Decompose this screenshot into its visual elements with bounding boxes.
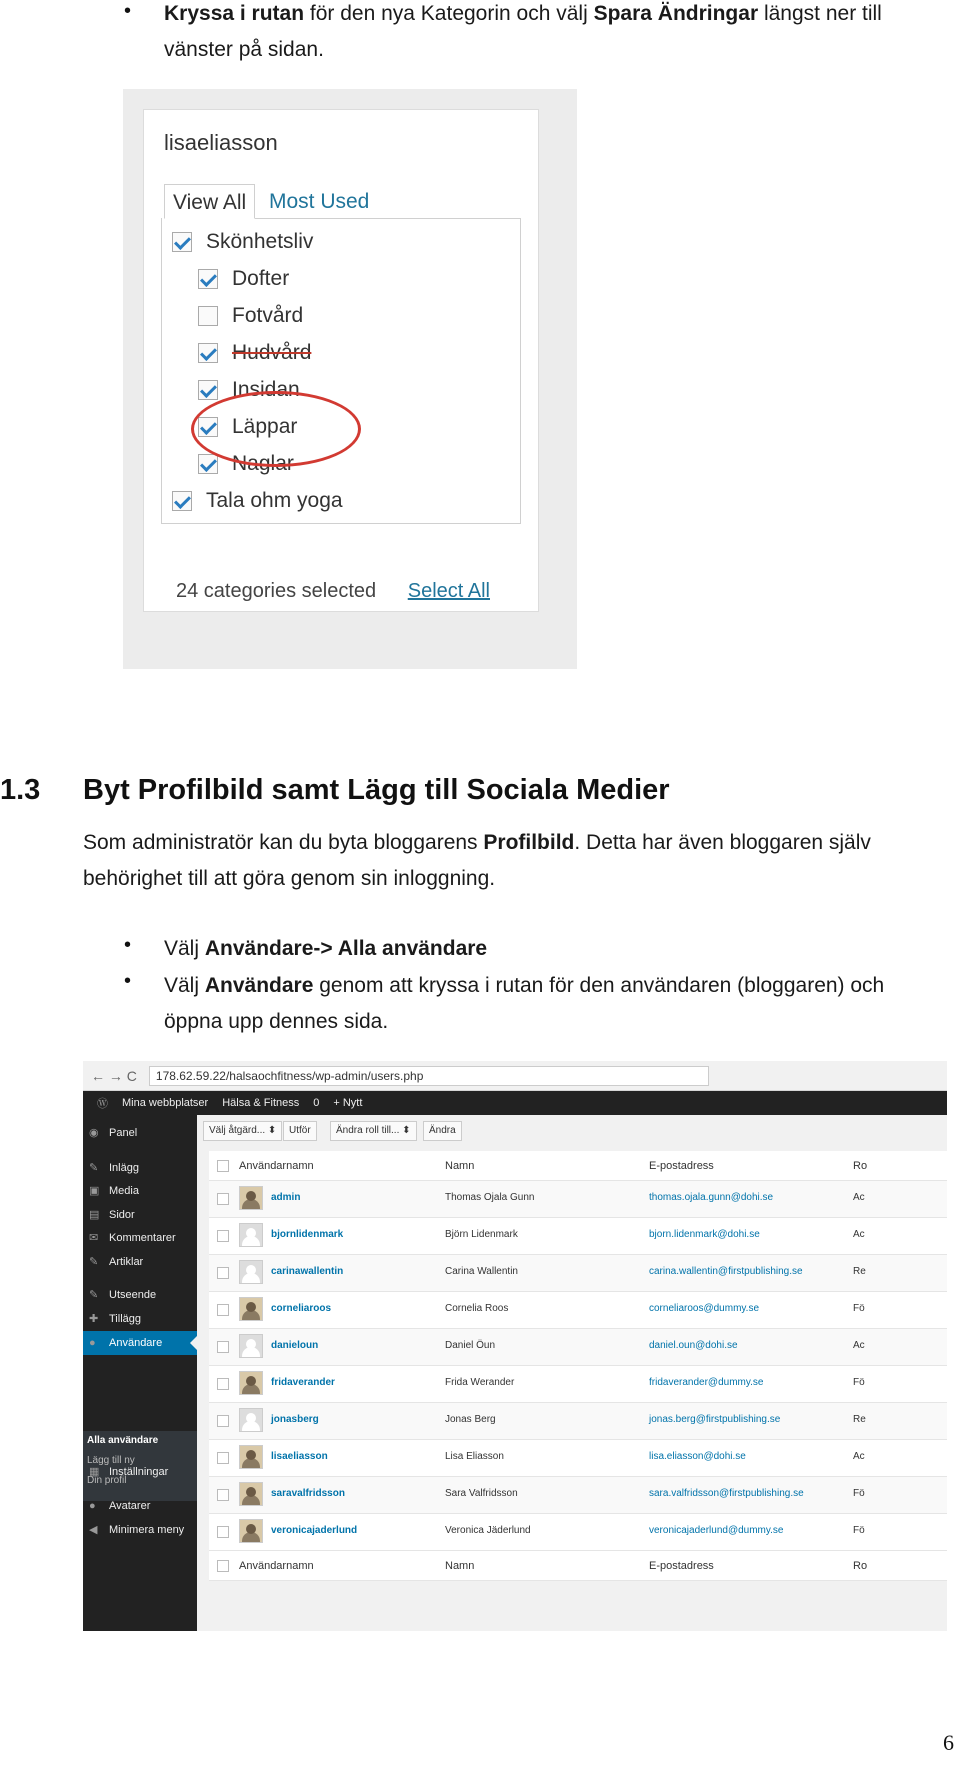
column-header[interactable]: E-postadress [649, 1160, 714, 1172]
users-content [197, 1115, 947, 1631]
menu-item[interactable] [83, 1156, 197, 1180]
full-name: Frida Werander [445, 1377, 515, 1388]
username-link[interactable]: jonasberg [271, 1414, 319, 1425]
avatar [239, 1260, 263, 1284]
full-name: Thomas Ojala Gunn [445, 1192, 535, 1203]
category-label: Tala ohm yoga [206, 489, 343, 512]
table-row [209, 1292, 947, 1329]
menu-icon: ● [89, 1500, 96, 1512]
column-header[interactable]: Användarnamn [239, 1160, 314, 1172]
table-row [209, 1366, 947, 1403]
apply-button[interactable]: Utför [283, 1121, 317, 1141]
menu-icon: ▤ [89, 1209, 100, 1221]
menu-icon: ◀ [89, 1524, 98, 1536]
menu-icon: ▦ [89, 1466, 100, 1478]
row-checkbox[interactable] [217, 1526, 229, 1538]
address-bar[interactable]: 178.62.59.22/halsaochfitness/wp-admin/users.php [149, 1066, 709, 1086]
menu-icon: ✎ [89, 1289, 99, 1301]
avatar [239, 1445, 263, 1469]
menu-item[interactable] [83, 1307, 197, 1331]
menu-label: Sidor [109, 1209, 135, 1221]
column-header[interactable]: Användarnamn [239, 1560, 314, 1572]
category-checkbox[interactable] [198, 306, 218, 326]
row-checkbox[interactable] [217, 1415, 229, 1427]
menu-label: Media [109, 1185, 139, 1197]
list-item-2 [164, 967, 884, 1004]
menu-icon: ✚ [89, 1313, 99, 1325]
full-name: Daniel Öun [445, 1340, 496, 1351]
column-header[interactable]: Ro [853, 1160, 868, 1172]
section-paragraph-line-1 [83, 824, 871, 861]
category-label: Insidan [232, 378, 300, 401]
browser-bar [83, 1061, 947, 1091]
full-name: Jonas Berg [445, 1414, 496, 1425]
category-label: Fotvård [232, 304, 304, 327]
category-checkbox[interactable] [198, 380, 218, 400]
menu-item[interactable] [83, 1518, 197, 1542]
role-text: Ac [853, 1340, 865, 1351]
role-text: Fö [853, 1303, 865, 1314]
list-item-2-line-2: öppna upp dennes sida. [164, 1010, 389, 1033]
avatar [239, 1223, 263, 1247]
category-item[interactable] [172, 230, 313, 254]
admin-bar-new[interactable]: + Nytt [333, 1097, 363, 1109]
change-role-select[interactable]: Ändra roll till... ⬍ [330, 1121, 417, 1141]
bullet: • [124, 934, 132, 956]
menu-label: Användare [109, 1337, 163, 1349]
menu-label: Avatarer [109, 1500, 151, 1512]
category-checkbox[interactable] [198, 454, 218, 474]
column-header[interactable]: Namn [445, 1160, 475, 1172]
email-link[interactable]: fridaverander@dummy.se [649, 1377, 764, 1388]
table-row [209, 1181, 947, 1218]
section-title: Byt Profilbild samt Lägg till Sociala Medier [83, 774, 670, 806]
menu-icon: ◉ [89, 1127, 99, 1139]
menu-label: Inställningar [109, 1466, 169, 1478]
category-checkbox[interactable] [198, 269, 218, 289]
select-all-checkbox[interactable] [217, 1560, 229, 1572]
role-text: Ac [853, 1229, 865, 1240]
role-text: Ac [853, 1192, 865, 1203]
full-name: Björn Lidenmark [445, 1229, 518, 1240]
avatar [239, 1408, 263, 1432]
wp-admin-bar [83, 1091, 947, 1115]
category-label: Naglar [232, 452, 294, 475]
para-bold: Profilbild [483, 831, 575, 854]
full-name: Veronica Jäderlund [445, 1525, 531, 1536]
menu-label: Utseende [109, 1289, 157, 1301]
avatar [239, 1482, 263, 1506]
category-label: Dofter [232, 267, 290, 290]
table-row [209, 1440, 947, 1477]
menu-item[interactable] [83, 1494, 197, 1518]
category-item[interactable] [198, 304, 303, 328]
intro-text-2: längst ner till [758, 2, 882, 25]
email-link[interactable]: daniel.oun@dohi.se [649, 1340, 738, 1351]
email-link[interactable]: veronicajaderlund@dummy.se [649, 1525, 784, 1536]
wordpress-logo-icon[interactable]: Ⓦ [97, 1098, 108, 1110]
role-text: Re [853, 1266, 866, 1277]
table-row [209, 1329, 947, 1366]
intro-line-2: vänster på sidan. [164, 38, 324, 61]
menu-item[interactable] [83, 1460, 197, 1484]
category-item[interactable] [198, 267, 289, 291]
avatar [239, 1519, 263, 1543]
admin-bar-sites[interactable]: Mina webbplatser [122, 1097, 209, 1109]
row-checkbox[interactable] [217, 1267, 229, 1279]
category-checkbox[interactable] [172, 491, 192, 511]
para-text-a: Som administratör kan du byta bloggarens [83, 831, 484, 854]
categories-count: 24 categories selected [176, 580, 377, 602]
menu-icon: ✎ [89, 1256, 99, 1268]
menu-icon: ● [89, 1337, 96, 1349]
category-label: Läppar [232, 415, 298, 438]
tab-view-all[interactable]: View All [164, 184, 255, 219]
full-name: Carina Wallentin [445, 1266, 518, 1277]
table-row [209, 1477, 947, 1514]
avatar [239, 1334, 263, 1358]
select-all-link[interactable]: Select All [407, 580, 490, 602]
full-name: Sara Valfridsson [445, 1488, 518, 1499]
menu-label: Inlägg [109, 1162, 139, 1174]
role-text: Re [853, 1414, 866, 1425]
menu-item[interactable] [83, 1283, 197, 1307]
tab-most-used[interactable]: Most Used [269, 190, 370, 213]
username-link[interactable]: veronicajaderlund [271, 1525, 358, 1536]
change-button[interactable]: Ändra [423, 1121, 462, 1141]
menu-item[interactable] [83, 1226, 197, 1250]
menu-label: Kommentarer [109, 1232, 176, 1244]
table-row [209, 1255, 947, 1292]
avatar [239, 1297, 263, 1321]
table-row [209, 1514, 947, 1551]
li2-bold: Användare [204, 974, 314, 997]
email-link[interactable]: bjorn.lidenmark@dohi.se [649, 1229, 760, 1240]
category-label: Hudvård [232, 341, 312, 364]
intro-text-1: för den nya Kategorin och välj [304, 2, 594, 25]
column-header[interactable]: E-postadress [649, 1560, 714, 1572]
email-link[interactable]: thomas.ojala.gunn@dohi.se [649, 1192, 774, 1203]
full-name: Lisa Eliasson [445, 1451, 504, 1462]
row-checkbox[interactable] [217, 1230, 229, 1242]
row-checkbox[interactable] [217, 1341, 229, 1353]
submenu-all-users[interactable]: Alla användare [87, 1435, 159, 1446]
category-checkbox[interactable] [172, 232, 192, 252]
category-label: Skönhetsliv [206, 230, 314, 253]
admin-bar-comments[interactable]: 0 [313, 1097, 320, 1109]
intro-line-1 [164, 0, 882, 32]
role-text: Fö [853, 1488, 865, 1499]
intro-bold-1: Kryssa i rutan [164, 2, 305, 25]
email-link[interactable]: jonas.berg@firstpublishing.se [649, 1414, 781, 1425]
category-list [161, 218, 521, 524]
li1-text: Välj [164, 937, 205, 960]
role-text: Fö [853, 1377, 865, 1388]
table-header-row [209, 1551, 947, 1581]
email-link[interactable]: carina.wallentin@firstpublishing.se [649, 1266, 803, 1277]
menu-icon: ▣ [89, 1185, 100, 1197]
table-header-row [209, 1151, 947, 1181]
admin-menu [83, 1115, 197, 1631]
menu-label: Panel [109, 1127, 138, 1139]
row-checkbox[interactable] [217, 1378, 229, 1390]
section-paragraph-line-2: behörighet till att göra genom sin inloggning. [83, 867, 496, 890]
bullet: • [124, 0, 132, 22]
avatar [239, 1186, 263, 1210]
menu-label: Minimera meny [109, 1524, 185, 1536]
menu-item[interactable] [83, 1179, 197, 1203]
row-checkbox[interactable] [217, 1304, 229, 1316]
menu-label: Tillägg [109, 1313, 141, 1325]
intro-bold-2: Spara Ändringar [593, 2, 759, 25]
list-item-1 [164, 930, 487, 967]
username-link[interactable]: corneliaroos [271, 1303, 332, 1314]
li2-text-c: genom att kryssa i rutan för den användaren (bloggaren) och [313, 974, 885, 997]
username-link[interactable]: admin [271, 1192, 301, 1203]
table-row [209, 1218, 947, 1255]
username-link[interactable]: fridaverander [271, 1377, 335, 1388]
column-header[interactable]: Namn [445, 1560, 475, 1572]
highlight-ellipse [191, 391, 361, 467]
row-checkbox[interactable] [217, 1489, 229, 1501]
menu-icon: ✉ [89, 1232, 99, 1244]
submenu-add-new[interactable]: Lägg till ny [87, 1455, 135, 1466]
menu-item[interactable] [83, 1250, 197, 1274]
bulk-action-select[interactable]: Välj åtgärd... ⬍ [203, 1121, 282, 1141]
username-link[interactable]: bjornlidenmark [271, 1229, 344, 1240]
role-text: Ac [853, 1451, 865, 1462]
category-item[interactable] [198, 341, 311, 365]
username-link[interactable]: lisaeliasson [271, 1451, 328, 1462]
menu-item[interactable] [83, 1203, 197, 1227]
submenu-profile[interactable]: Din profil [87, 1475, 127, 1486]
admin-bar-site[interactable]: Hälsa & Fitness [222, 1097, 300, 1109]
username-link[interactable]: danieloun [271, 1340, 319, 1351]
table-row [209, 1403, 947, 1440]
menu-item[interactable] [83, 1331, 197, 1355]
username-link[interactable]: carinawallentin [271, 1266, 344, 1277]
para-text-c: . Detta har även bloggaren själv [574, 831, 871, 854]
email-link[interactable]: sara.valfridsson@firstpublishing.se [649, 1488, 804, 1499]
section-number: 1.3 [0, 774, 41, 806]
panel-title: lisaeliasson [164, 130, 278, 155]
category-item[interactable] [172, 489, 343, 513]
avatar [239, 1371, 263, 1395]
browser-nav-icons[interactable]: ← → C [91, 1067, 137, 1084]
row-checkbox[interactable] [217, 1193, 229, 1205]
users-screenshot [83, 1061, 947, 1631]
select-all-checkbox[interactable] [217, 1160, 229, 1172]
category-checkbox[interactable] [198, 343, 218, 363]
column-header[interactable]: Ro [853, 1560, 868, 1572]
username-link[interactable]: saravalfridsson [271, 1488, 345, 1499]
full-name: Cornelia Roos [445, 1303, 509, 1314]
role-text: Fö [853, 1525, 865, 1536]
email-link[interactable]: lisa.eliasson@dohi.se [649, 1451, 746, 1462]
category-screenshot [123, 89, 577, 669]
categories-panel [143, 109, 539, 612]
email-link[interactable]: corneliaroos@dummy.se [649, 1303, 760, 1314]
menu-label: Artiklar [109, 1256, 144, 1268]
menu-icon: ✎ [89, 1162, 99, 1174]
li1-bold: Användare-> Alla användare [204, 937, 488, 960]
row-checkbox[interactable] [217, 1452, 229, 1464]
bullet: • [124, 970, 132, 992]
page-number: 6 [943, 1730, 954, 1755]
li2-text-a: Välj [164, 974, 205, 997]
menu-item[interactable] [83, 1121, 197, 1145]
